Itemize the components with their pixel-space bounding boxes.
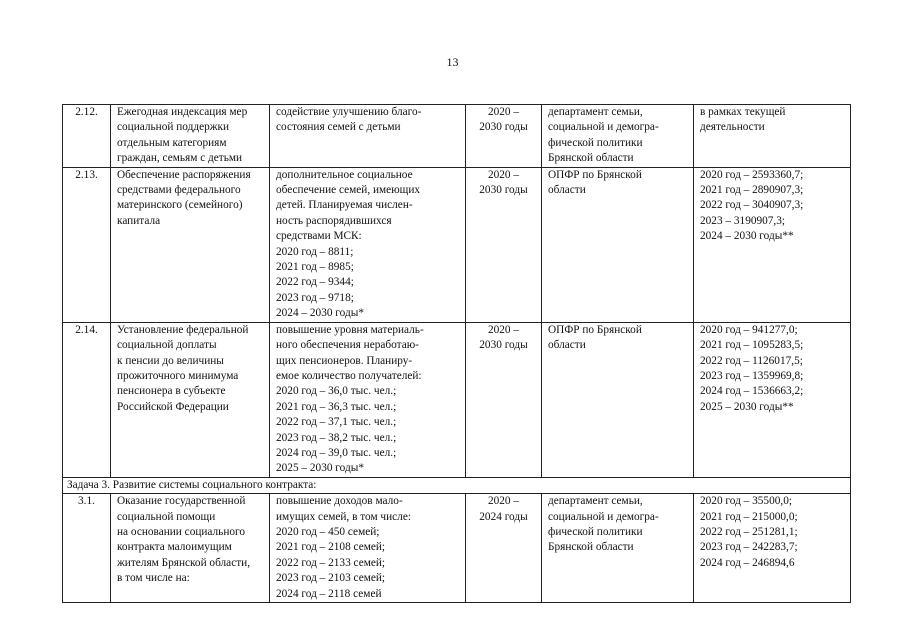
implementation-period <box>466 105 542 168</box>
responsible-executor-line: области <box>548 339 586 352</box>
implementation-period-line: 2020 – <box>487 106 520 118</box>
expected-result-line: содействие улучшению благо- <box>276 106 422 118</box>
measure-name-line: пенсионера в субъекте <box>117 385 226 398</box>
expected-result-line: имущих семей, в том числе: <box>276 510 411 523</box>
expected-result-line: обеспечение семей, имеющих <box>276 184 421 197</box>
implementation-period <box>466 167 542 322</box>
funding-amount-line: 2024 год – 1536663,2; <box>700 385 804 398</box>
measure-name-line: прожиточного минимума <box>117 369 239 382</box>
table-row <box>63 322 851 477</box>
expected-result-line: 2020 год – 36,0 тыс. чел.; <box>276 385 397 398</box>
responsible-executor-line: департамент семьи, <box>548 106 643 118</box>
table-row <box>63 494 851 603</box>
expected-result-line: ность распорядившихся <box>276 214 392 227</box>
expected-result-line: 2023 год – 9718; <box>276 291 354 304</box>
measure-name <box>111 105 270 168</box>
measure-name-line: контракта малоимущим <box>117 541 232 554</box>
funding-amount <box>694 105 851 168</box>
expected-result-line: 2021 год – 36,3 тыс. чел.; <box>276 400 397 413</box>
measure-name <box>111 494 270 603</box>
funding-amount-line: 2020 год – 941277,0; <box>700 323 798 336</box>
expected-result-line: 2022 год – 37,1 тыс. чел.; <box>276 416 397 429</box>
measure-name-line: на основании социального <box>117 525 246 538</box>
expected-result-line: 2022 год – 2133 семей; <box>276 556 386 569</box>
funding-amount-line: 2021 год – 2890907,3; <box>700 184 804 197</box>
table-row <box>63 167 851 322</box>
implementation-period-line: 2030 годы <box>479 184 528 197</box>
expected-result <box>270 322 466 477</box>
expected-result-line: дополнительное социальное <box>276 168 413 181</box>
expected-result-line: детей. Планируемая числен- <box>276 199 413 212</box>
expected-result-line: 2021 год – 2108 семей; <box>276 541 386 554</box>
responsible-executor-line: ОПФР по Брянской <box>548 323 642 336</box>
responsible-executor-line: Брянской области <box>548 541 634 554</box>
expected-result-line: 2021 год – 8985; <box>276 261 354 274</box>
responsible-executor <box>542 167 694 322</box>
responsible-executor <box>542 494 694 603</box>
responsible-executor <box>542 322 694 477</box>
implementation-period-line: 2030 годы <box>479 121 528 134</box>
responsible-executor-line: области <box>548 184 586 197</box>
funding-amount-line: 2025 – 2030 годы** <box>700 400 794 413</box>
funding-amount-line: 2020 год – 35500,0; <box>700 495 792 508</box>
measure-name-line: граждан, семьям с детьми <box>117 152 243 165</box>
implementation-period-line: 2030 годы <box>479 339 528 352</box>
funding-amount <box>694 167 851 322</box>
measure-name-line: Установление федеральной <box>117 323 249 336</box>
funding-amount-line: 2022 год – 1126017,5; <box>700 354 803 367</box>
funding-amount <box>694 322 851 477</box>
page-number: 13 <box>446 55 459 69</box>
funding-amount-line: 2021 год – 215000,0; <box>700 510 798 523</box>
funding-amount-line: 2022 год – 251281,1; <box>700 525 798 538</box>
funding-amount-line: 2022 год – 3040907,3; <box>700 199 804 212</box>
implementation-period-line: 2020 – <box>487 323 520 336</box>
measure-name-line: Ежегодная индексация мер <box>117 106 248 118</box>
table-row <box>63 105 851 168</box>
measure-name-line: в том числе на: <box>117 572 190 585</box>
expected-result-line: средствами МСК: <box>276 230 362 243</box>
measure-name-line: Оказание государственной <box>117 495 246 508</box>
responsible-executor-line: ОПФР по Брянской <box>548 168 642 181</box>
funding-amount-line: 2024 год – 246894,6 <box>700 556 795 569</box>
expected-result <box>270 494 466 603</box>
expected-result-line: 2024 – 2030 годы* <box>276 307 364 320</box>
measures-table <box>62 104 851 603</box>
funding-amount-line: 2020 год – 2593360,7; <box>700 168 804 181</box>
expected-result-line: повышение уровня материаль- <box>276 323 424 336</box>
row-number: 2.12. <box>63 105 111 168</box>
funding-amount-line: 2023 – 3190907,3; <box>700 214 786 227</box>
responsible-executor-line: социальной и демогра- <box>548 510 659 523</box>
measure-name-line: социальной доплаты <box>117 339 217 352</box>
responsible-executor-line: фической политики <box>548 136 643 149</box>
measure-name-line: Российской Федерации <box>117 400 229 413</box>
expected-result-line: 2025 – 2030 годы* <box>276 462 364 475</box>
expected-result-line: 2024 год – 2118 семей <box>276 587 382 600</box>
measure-name <box>111 167 270 322</box>
task-heading-row <box>63 477 851 493</box>
measure-name-line: социальной поддержки <box>117 121 230 134</box>
row-number: 2.13. <box>63 167 111 322</box>
measure-name <box>111 322 270 477</box>
responsible-executor-line: фической политики <box>548 525 643 538</box>
measure-name-line: капитала <box>117 214 161 227</box>
task-heading: Задача 3. Развитие системы социального контракта: <box>63 477 851 493</box>
implementation-period <box>466 322 542 477</box>
expected-result-line: 2024 год – 39,0 тыс. чел.; <box>276 446 397 459</box>
measure-name-line: Обеспечение распоряжения <box>117 168 251 181</box>
expected-result-line: ного обеспечения неработаю- <box>276 339 419 352</box>
measure-name-line: материнского (семейного) <box>117 199 243 212</box>
expected-result-line: состояния семей с детьми <box>276 121 401 134</box>
funding-amount <box>694 494 851 603</box>
implementation-period-line: 2020 – <box>487 495 520 508</box>
funding-amount-line: 2023 год – 242283,7; <box>700 541 798 554</box>
responsible-executor-line: социальной и демогра- <box>548 121 659 134</box>
expected-result <box>270 105 466 168</box>
expected-result-line: емое количество получателей: <box>276 369 422 382</box>
funding-amount-line: 2023 год – 1359969,8; <box>700 369 804 382</box>
expected-result-line: 2023 год – 38,2 тыс. чел.; <box>276 431 397 444</box>
expected-result-line: повышение доходов мало- <box>276 495 403 508</box>
funding-amount-line: в рамках текущей <box>700 106 786 118</box>
measure-name-line: жителям Брянской области, <box>117 556 251 569</box>
expected-result-line: щих пенсионеров. Планиру- <box>276 354 413 367</box>
implementation-period <box>466 494 542 603</box>
funding-amount-line: 2021 год – 1095283,5; <box>700 339 804 352</box>
expected-result-line: 2020 год – 450 семей; <box>276 525 380 538</box>
measure-name-line: отдельным категориям <box>117 136 227 149</box>
measure-name-line: к пенсии до величины <box>117 354 224 367</box>
expected-result <box>270 167 466 322</box>
measure-name-line: социальной помощи <box>117 510 216 523</box>
responsible-executor <box>542 105 694 168</box>
responsible-executor-line: Брянской области <box>548 152 634 165</box>
expected-result-line: 2022 год – 9344; <box>276 276 354 289</box>
implementation-period-line: 2024 годы <box>479 510 528 523</box>
measure-name-line: средствами федерального <box>117 184 241 197</box>
funding-amount-line: деятельности <box>700 121 765 134</box>
implementation-period-line: 2020 – <box>487 168 520 181</box>
expected-result-line: 2020 год – 8811; <box>276 245 354 258</box>
expected-result-line: 2023 год – 2103 семей; <box>276 572 386 585</box>
responsible-executor-line: департамент семьи, <box>548 495 643 508</box>
row-number: 3.1. <box>63 494 111 603</box>
funding-amount-line: 2024 – 2030 годы** <box>700 230 794 243</box>
row-number: 2.14. <box>63 322 111 477</box>
